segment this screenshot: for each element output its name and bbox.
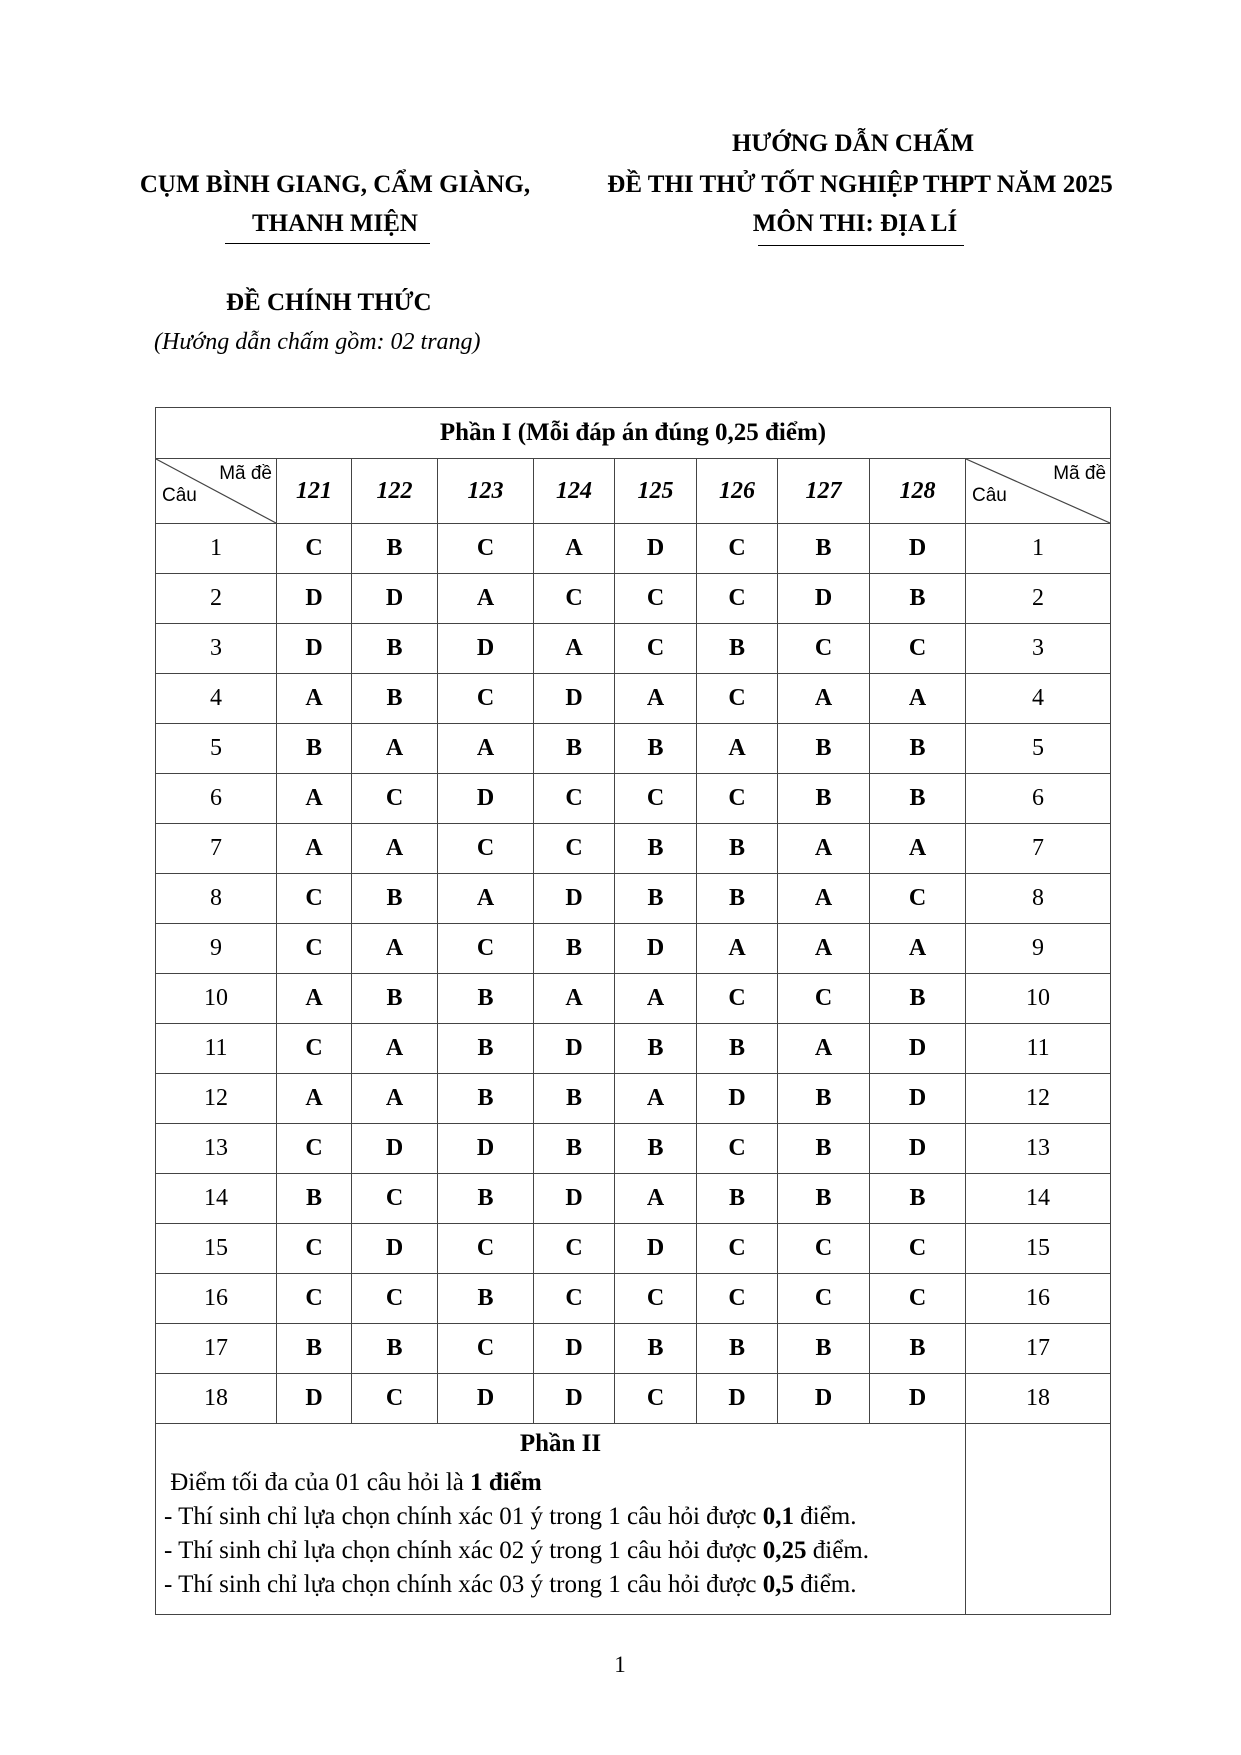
part2-rule-3 [164,1568,957,1602]
answer-cell: C [277,524,352,574]
answer-cell: C [697,574,778,624]
answer-cell: D [615,524,697,574]
answer-cell: A [615,974,697,1024]
answer-cell: D [697,1374,778,1424]
official-label: ĐỀ CHÍNH THỨC [226,289,432,316]
answer-cell: B [352,974,438,1024]
answer-row [156,1374,1111,1424]
part2-title: Phần II [519,1430,602,1457]
answer-cell: B [870,1174,966,1224]
answer-cell: D [438,1374,534,1424]
answer-cell: A [778,1024,870,1074]
part2-rule-1 [164,1500,957,1534]
question-number: 11 [156,1024,277,1074]
question-number: 1 [156,524,277,574]
answer-cell: B [697,1024,778,1074]
question-number: 12 [966,1074,1111,1124]
question-number: 13 [156,1124,277,1174]
answer-cell: A [352,1074,438,1124]
answer-cell: D [352,574,438,624]
answer-cell: C [277,924,352,974]
answer-cell: D [352,1224,438,1274]
answer-cell: A [778,674,870,724]
rule-suffix: điểm. [794,1571,857,1598]
answer-cell: C [277,874,352,924]
answer-cell: B [778,724,870,774]
max-score-text: Điểm tối đa của 01 câu hỏi là [170,1469,471,1496]
answer-cell: B [870,974,966,1024]
answer-cell: A [352,824,438,874]
answer-cell: C [697,674,778,724]
rule-score: 0,1 [762,1503,795,1530]
answer-row [156,674,1111,724]
answer-cell: A [352,924,438,974]
corner-exam-code-label: Mã đề [1053,463,1107,484]
answer-cell: C [277,1024,352,1074]
answer-row [156,624,1111,674]
answer-cell: C [438,824,534,874]
question-number: 4 [966,674,1111,724]
part2-rule-2 [164,1534,957,1568]
answer-cell: B [615,1124,697,1174]
question-number: 5 [156,724,277,774]
question-number: 2 [966,574,1111,624]
answer-cell: D [615,924,697,974]
answer-cell: A [277,774,352,824]
answer-row [156,924,1111,974]
exam-code-header: 123 [438,459,534,524]
question-number: 4 [156,674,277,724]
corner-question-label: Câu [162,485,197,506]
answer-cell: B [778,1324,870,1374]
answer-cell: C [277,1224,352,1274]
question-number: 8 [966,874,1111,924]
answer-cell: D [534,1324,615,1374]
question-number: 9 [156,924,277,974]
answer-cell: A [870,824,966,874]
question-number: 14 [966,1174,1111,1224]
cluster-name-line1: CỤM BÌNH GIANG, CẨM GIÀNG, [139,171,531,198]
exam-code-header: 127 [778,459,870,524]
answer-cell: B [534,1124,615,1174]
answer-cell: A [352,1024,438,1074]
answer-cell: B [870,574,966,624]
answer-cell: A [778,874,870,924]
answer-cell: D [697,1074,778,1124]
answer-cell: B [534,1074,615,1124]
answer-cell: A [778,824,870,874]
question-number: 11 [966,1024,1111,1074]
answer-cell: B [778,1074,870,1124]
answer-cell: A [778,924,870,974]
answer-cell: B [277,724,352,774]
rule-text: - Thí sinh chỉ lựa chọn chính xác 03 ý trong 1 câu hỏi được [164,1571,763,1598]
answer-cell: D [277,624,352,674]
guide-title: HƯỚNG DẪN CHẤM [731,130,975,157]
corner-header-right [966,459,1111,524]
rule-score: 0,5 [762,1571,795,1598]
answer-cell: D [534,874,615,924]
question-number: 16 [966,1274,1111,1324]
subject-underline [758,245,964,246]
answer-row [156,774,1111,824]
exam-code-header: 121 [277,459,352,524]
exam-code-header: 124 [534,459,615,524]
question-number: 12 [156,1074,277,1124]
answer-row [156,574,1111,624]
answer-cell: A [438,874,534,924]
page-count-note: (Hướng dẫn chấm gồm: 02 trang) [154,329,481,355]
answer-row [156,1124,1111,1174]
answer-cell: B [870,1324,966,1374]
question-number: 10 [156,974,277,1024]
answer-cell: C [352,1374,438,1424]
answer-cell: D [615,1224,697,1274]
answer-cell: C [778,974,870,1024]
answer-cell: C [870,624,966,674]
question-number: 10 [966,974,1111,1024]
answer-row [156,1174,1111,1224]
question-number: 3 [156,624,277,674]
question-number: 14 [156,1174,277,1224]
answer-cell: B [870,724,966,774]
answer-cell: A [534,974,615,1024]
answer-cell: C [534,824,615,874]
rule-suffix: điểm. [794,1503,857,1530]
answer-cell: B [352,524,438,574]
answer-cell: B [697,1324,778,1374]
answer-cell: C [870,1224,966,1274]
answer-row [156,524,1111,574]
answer-cell: D [352,1124,438,1174]
answer-cell: B [697,1174,778,1224]
page-number: 1 [614,1652,626,1677]
corner-question-label: Câu [972,485,1007,506]
answer-cell: D [277,1374,352,1424]
answer-cell: C [438,1224,534,1274]
question-number: 17 [966,1324,1111,1374]
answer-cell: B [438,1274,534,1324]
answer-row [156,974,1111,1024]
question-number: 9 [966,924,1111,974]
answer-cell: C [438,674,534,724]
exam-code-header: 128 [870,459,966,524]
exam-title: ĐỀ THI THỬ TỐT NGHIỆP THPT NĂM 2025 [607,171,1113,198]
answer-cell: A [277,1074,352,1124]
answer-cell: D [778,1374,870,1424]
answer-cell: A [870,674,966,724]
answer-cell: C [438,924,534,974]
answer-cell: B [778,774,870,824]
answer-cell: C [697,1124,778,1174]
answer-cell: C [438,1324,534,1374]
answer-cell: A [534,524,615,574]
answer-cell: A [277,824,352,874]
answer-cell: D [778,574,870,624]
answer-cell: A [697,724,778,774]
answer-row [156,1274,1111,1324]
exam-code-header: 126 [697,459,778,524]
answer-cell: B [352,874,438,924]
answer-cell: B [534,924,615,974]
rule-suffix: điểm. [806,1537,870,1564]
answer-cell: C [697,1274,778,1324]
answer-cell: B [870,774,966,824]
part2-max-score [164,1466,957,1500]
answer-cell: B [615,824,697,874]
answer-cell: C [870,1274,966,1324]
answer-cell: D [870,1074,966,1124]
answer-row [156,1324,1111,1374]
cluster-name-line2: THANH MIỆN [252,210,418,237]
answer-cell: B [438,974,534,1024]
answer-row [156,1074,1111,1124]
cluster-underline [225,243,430,244]
answer-cell: C [615,624,697,674]
question-number: 3 [966,624,1111,674]
answer-cell: B [778,524,870,574]
answer-cell: C [615,1374,697,1424]
answer-cell: D [870,524,966,574]
answer-cell: D [870,1124,966,1174]
answer-cell: B [615,724,697,774]
answer-cell: B [697,874,778,924]
max-score-value: 1 điểm [470,1469,542,1496]
answer-cell: B [352,674,438,724]
answer-cell: A [277,974,352,1024]
answer-row [156,824,1111,874]
part1-title: Phần I (Mỗi đáp án đúng 0,25 điểm) [156,408,1111,459]
answer-cell: B [277,1174,352,1224]
answer-cell: B [697,624,778,674]
answer-cell: B [352,624,438,674]
answer-cell: C [778,624,870,674]
question-number: 16 [156,1274,277,1324]
question-number: 17 [156,1324,277,1374]
answer-row [156,874,1111,924]
answer-cell: A [438,724,534,774]
answer-cell: B [438,1174,534,1224]
answer-cell: A [615,674,697,724]
answer-key-table [155,407,1111,1615]
answer-cell: B [778,1124,870,1174]
question-number: 18 [156,1374,277,1424]
answer-cell: A [615,1174,697,1224]
answer-cell: B [615,1024,697,1074]
exam-code-header: 122 [352,459,438,524]
question-number: 1 [966,524,1111,574]
answer-cell: C [697,974,778,1024]
answer-cell: D [438,624,534,674]
answer-cell: A [277,674,352,724]
answer-cell: B [697,824,778,874]
answer-cell: D [534,674,615,724]
question-number: 7 [966,824,1111,874]
question-number: 6 [966,774,1111,824]
subject-title: MÔN THI: ĐỊA LÍ [752,210,958,237]
answer-cell: D [870,1374,966,1424]
answer-cell: C [697,1224,778,1274]
part2-section [156,1424,966,1615]
answer-cell: B [352,1324,438,1374]
answer-cell: B [438,1074,534,1124]
answer-cell: A [534,624,615,674]
answer-cell: D [534,1374,615,1424]
answer-cell: A [870,924,966,974]
answer-cell: A [352,724,438,774]
answer-cell: C [615,1274,697,1324]
question-number: 15 [156,1224,277,1274]
answer-cell: B [778,1174,870,1224]
answer-cell: C [778,1224,870,1274]
answer-cell: C [534,1224,615,1274]
rule-text: - Thí sinh chỉ lựa chọn chính xác 02 ý trong 1 câu hỏi được [164,1537,763,1564]
answer-cell: C [697,524,778,574]
answer-cell: D [534,1024,615,1074]
rule-text: - Thí sinh chỉ lựa chọn chính xác 01 ý trong 1 câu hỏi được [164,1503,763,1530]
answer-cell: B [534,724,615,774]
corner-exam-code-label: Mã đề [219,463,272,484]
answer-row [156,1024,1111,1074]
answer-cell: C [534,574,615,624]
answer-cell: C [697,774,778,824]
answer-cell: B [615,874,697,924]
question-number: 7 [156,824,277,874]
question-number: 18 [966,1374,1111,1424]
answer-cell: D [277,574,352,624]
exam-code-header: 125 [615,459,697,524]
answer-cell: B [615,1324,697,1374]
answer-cell: C [352,774,438,824]
answer-cell: D [534,1174,615,1224]
question-number: 8 [156,874,277,924]
question-number: 6 [156,774,277,824]
answer-cell: C [277,1274,352,1324]
question-number: 15 [966,1224,1111,1274]
corner-header-left [156,459,277,524]
answer-cell: A [438,574,534,624]
answer-cell: C [778,1274,870,1324]
answer-cell: D [438,1124,534,1174]
answer-cell: C [352,1274,438,1324]
answer-cell: C [277,1124,352,1174]
answer-cell: D [438,774,534,824]
answer-cell: C [534,1274,615,1324]
part2-blank-cell [966,1424,1111,1615]
question-number: 2 [156,574,277,624]
rule-score: 0,25 [762,1537,807,1564]
answer-cell: C [615,774,697,824]
answer-cell: C [615,574,697,624]
answer-cell: B [438,1024,534,1074]
answer-cell: D [870,1024,966,1074]
answer-cell: A [697,924,778,974]
answer-row [156,1224,1111,1274]
answer-row [156,724,1111,774]
answer-cell: B [277,1324,352,1374]
answer-cell: A [615,1074,697,1124]
question-number: 13 [966,1124,1111,1174]
answer-cell: C [352,1174,438,1224]
question-number: 5 [966,724,1111,774]
answer-cell: C [870,874,966,924]
answer-cell: C [438,524,534,574]
answer-cell: C [534,774,615,824]
